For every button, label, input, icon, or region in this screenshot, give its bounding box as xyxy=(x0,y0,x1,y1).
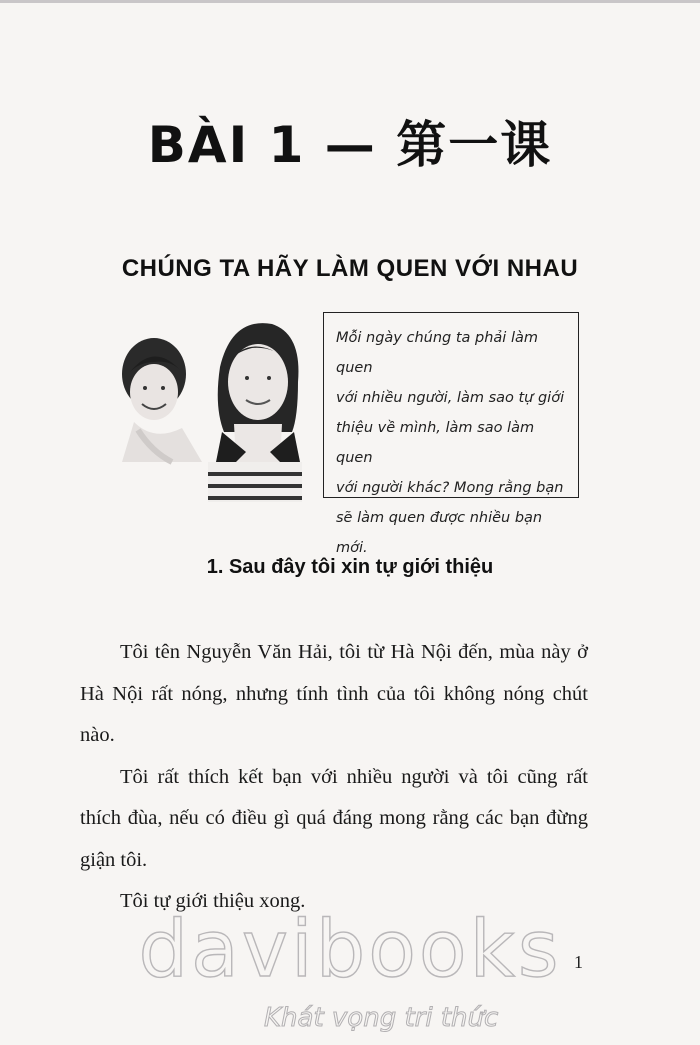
subsection-heading: 1. Sau đây tôi xin tự giới thiệu xyxy=(206,556,494,578)
watermark-slogan: Khát vọng tri thức xyxy=(264,1003,499,1033)
body-text xyxy=(80,632,588,923)
section-title: CHÚNG TA HÃY LÀM QUEN VỚI NHAU xyxy=(121,255,579,282)
body-paragraph: Tôi tên Nguyễn Văn Hải, tôi từ Hà Nội đến, mùa này ở Hà Nội rất nóng, nhưng tính tình của tôi không nóng chút nào. xyxy=(80,641,588,746)
intro-note-box xyxy=(323,312,579,556)
body-paragraph: Tôi rất thích kết bạn với nhiều người và tôi cũng rất thích đùa, nếu có điều gì quá đáng mong rằng các bạn đừng giận tôi. xyxy=(80,765,588,871)
intro-note-line: sẽ làm quen được nhiều bạn mới. xyxy=(336,510,543,556)
lesson-title: BÀI 1 — 第一课 xyxy=(147,116,553,174)
intro-note-line: với người khác? Mong rằng bạn xyxy=(336,480,564,496)
body-paragraph: Tôi tự giới thiệu xong. xyxy=(120,890,306,912)
page-number: 1 xyxy=(574,952,583,972)
watermark-logo: davibooks xyxy=(138,905,562,995)
intro-note-line: với nhiều người, làm sao tự giới xyxy=(336,390,565,406)
people-photo-icon xyxy=(112,312,312,502)
intro-note-line: thiệu về mình, làm sao làm quen xyxy=(336,420,535,466)
page-edge xyxy=(0,0,700,3)
portrait-illustration xyxy=(112,312,312,502)
intro-note-line: Mỗi ngày chúng ta phải làm quen xyxy=(336,330,538,376)
